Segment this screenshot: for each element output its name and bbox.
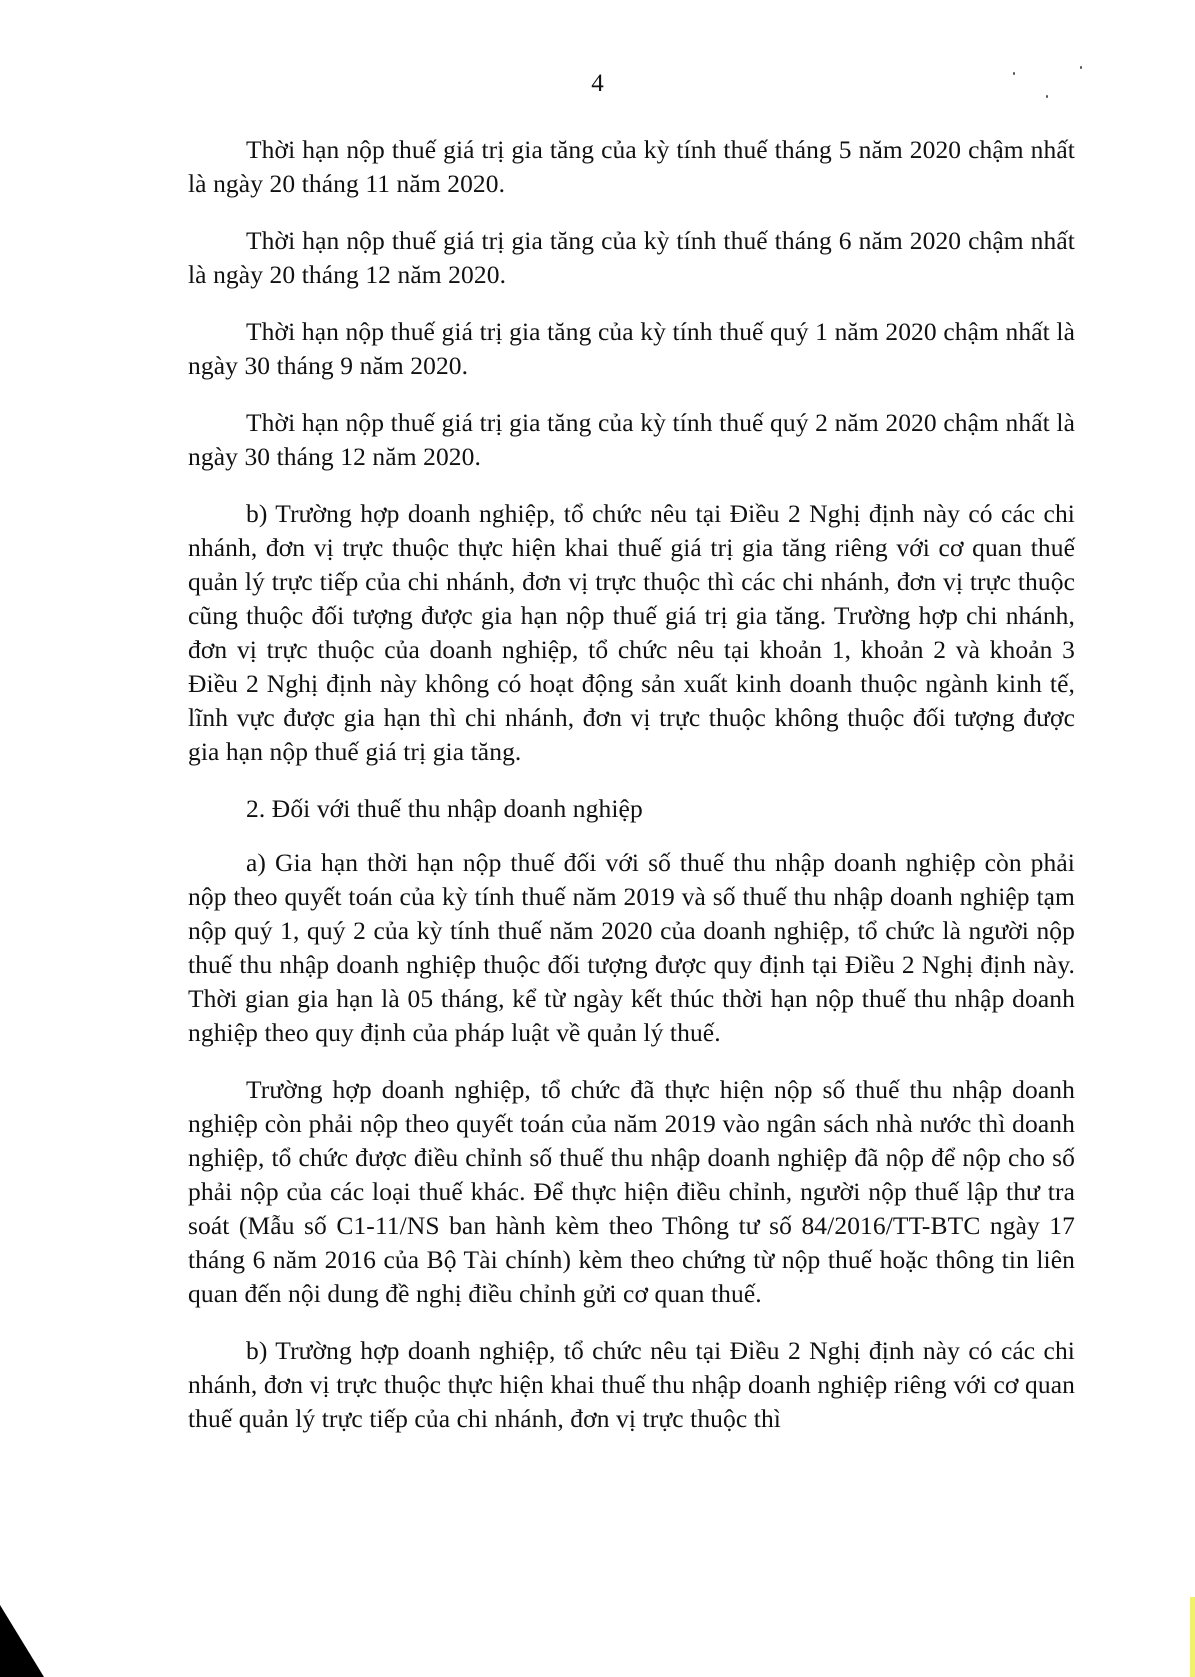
paragraph-cit-extension: a) Gia hạn thời hạn nộp thuế đối với số thuế thu nhập doanh nghiệp còn phải nộp theo quyết toán của kỳ tính thuế năm 2019 và số thuế thu nhập doanh nghiệp tạm nộp quý 1, quý 2 của kỳ tính thuế năm 2020 của doanh nghiệp, tổ chức là người nộp thuế thu nhập doanh nghiệp thuộc đối tượng được quy định tại Điều 2 Nghị định này. Thời gian gia hạn là 05 tháng, kể từ ngày kết thúc thời hạn nộp thuế thu nhập doanh nghiệp theo quy định của pháp luật về quản lý thuế. <box>188 848 1075 1047</box>
scan-speck <box>1046 95 1048 98</box>
scan-speck <box>1080 66 1082 69</box>
section-heading-cit: 2. Đối với thuế thu nhập doanh nghiệp <box>246 794 643 823</box>
scan-speck <box>1013 72 1015 75</box>
scan-edge-mark <box>1190 1597 1195 1677</box>
paragraph-cit-adjustment: Trường hợp doanh nghiệp, tổ chức đã thực hiện nộp số thuế thu nhập doanh nghiệp còn phải nộp theo quyết toán của năm 2019 vào ngân sách nhà nước thì doanh nghiệp, tổ chức được điều chỉnh số thuế thu nhập doanh nghiệp đã nộp để nộp cho số phải nộp của các loại thuế khác. Để thực hiện điều chỉnh, người nộp thuế lập thư tra soát (Mẫu số C1-11/NS ban hành kèm theo Thông tư số 84/2016/TT-BTC ngày 17 tháng 6 năm 2016 của Bộ Tài chính) kèm theo chứng từ nộp thuế hoặc thông tin liên quan đến nội dung đề nghị điều chỉnh gửi cơ quan thuế. <box>188 1075 1075 1308</box>
paragraph-vat-deadline-month-6: Thời hạn nộp thuế giá trị gia tăng của kỳ tính thuế tháng 6 năm 2020 chậm nhất là ngày 20 tháng 12 năm 2020. <box>188 226 1075 289</box>
paragraph-cit-branches: b) Trường hợp doanh nghiệp, tổ chức nêu tại Điều 2 Nghị định này có các chi nhánh, đơn vị trực thuộc thực hiện khai thuế thu nhập doanh nghiệp riêng với cơ quan thuế quản lý trực tiếp của chi nhánh, đơn vị trực thuộc thì <box>188 1336 1075 1433</box>
paragraph-vat-deadline-month-5: Thời hạn nộp thuế giá trị gia tăng của kỳ tính thuế tháng 5 năm 2020 chậm nhất là ngày 20 tháng 11 năm 2020. <box>188 135 1075 198</box>
page-number: 4 <box>591 70 604 97</box>
document-body <box>188 133 1075 1459</box>
paragraph-vat-deadline-quarter-2: Thời hạn nộp thuế giá trị gia tăng của kỳ tính thuế quý 2 năm 2020 chậm nhất là ngày 30 tháng 12 năm 2020. <box>188 408 1075 471</box>
paragraph-vat-deadline-quarter-1: Thời hạn nộp thuế giá trị gia tăng của kỳ tính thuế quý 1 năm 2020 chậm nhất là ngày 30 tháng 9 năm 2020. <box>188 317 1075 380</box>
scan-corner-shadow <box>0 1605 44 1677</box>
paragraph-vat-branches: b) Trường hợp doanh nghiệp, tổ chức nêu tại Điều 2 Nghị định này có các chi nhánh, đơn vị trực thuộc thực hiện khai thuế giá trị gia tăng riêng với cơ quan thuế quản lý trực tiếp của chi nhánh, đơn vị trực thuộc thì các chi nhánh, đơn vị trực thuộc cũng thuộc đối tượng được gia hạn nộp thuế giá trị gia tăng. Trường hợp chi nhánh, đơn vị trực thuộc của doanh nghiệp, tổ chức nêu tại khoản 1, khoản 2 và khoản 3 Điều 2 Nghị định này không có hoạt động sản xuất kinh doanh thuộc ngành kinh tế, lĩnh vực được gia hạn thì chi nhánh, đơn vị trực thuộc không thuộc đối tượng được gia hạn nộp thuế giá trị gia tăng. <box>188 499 1075 766</box>
